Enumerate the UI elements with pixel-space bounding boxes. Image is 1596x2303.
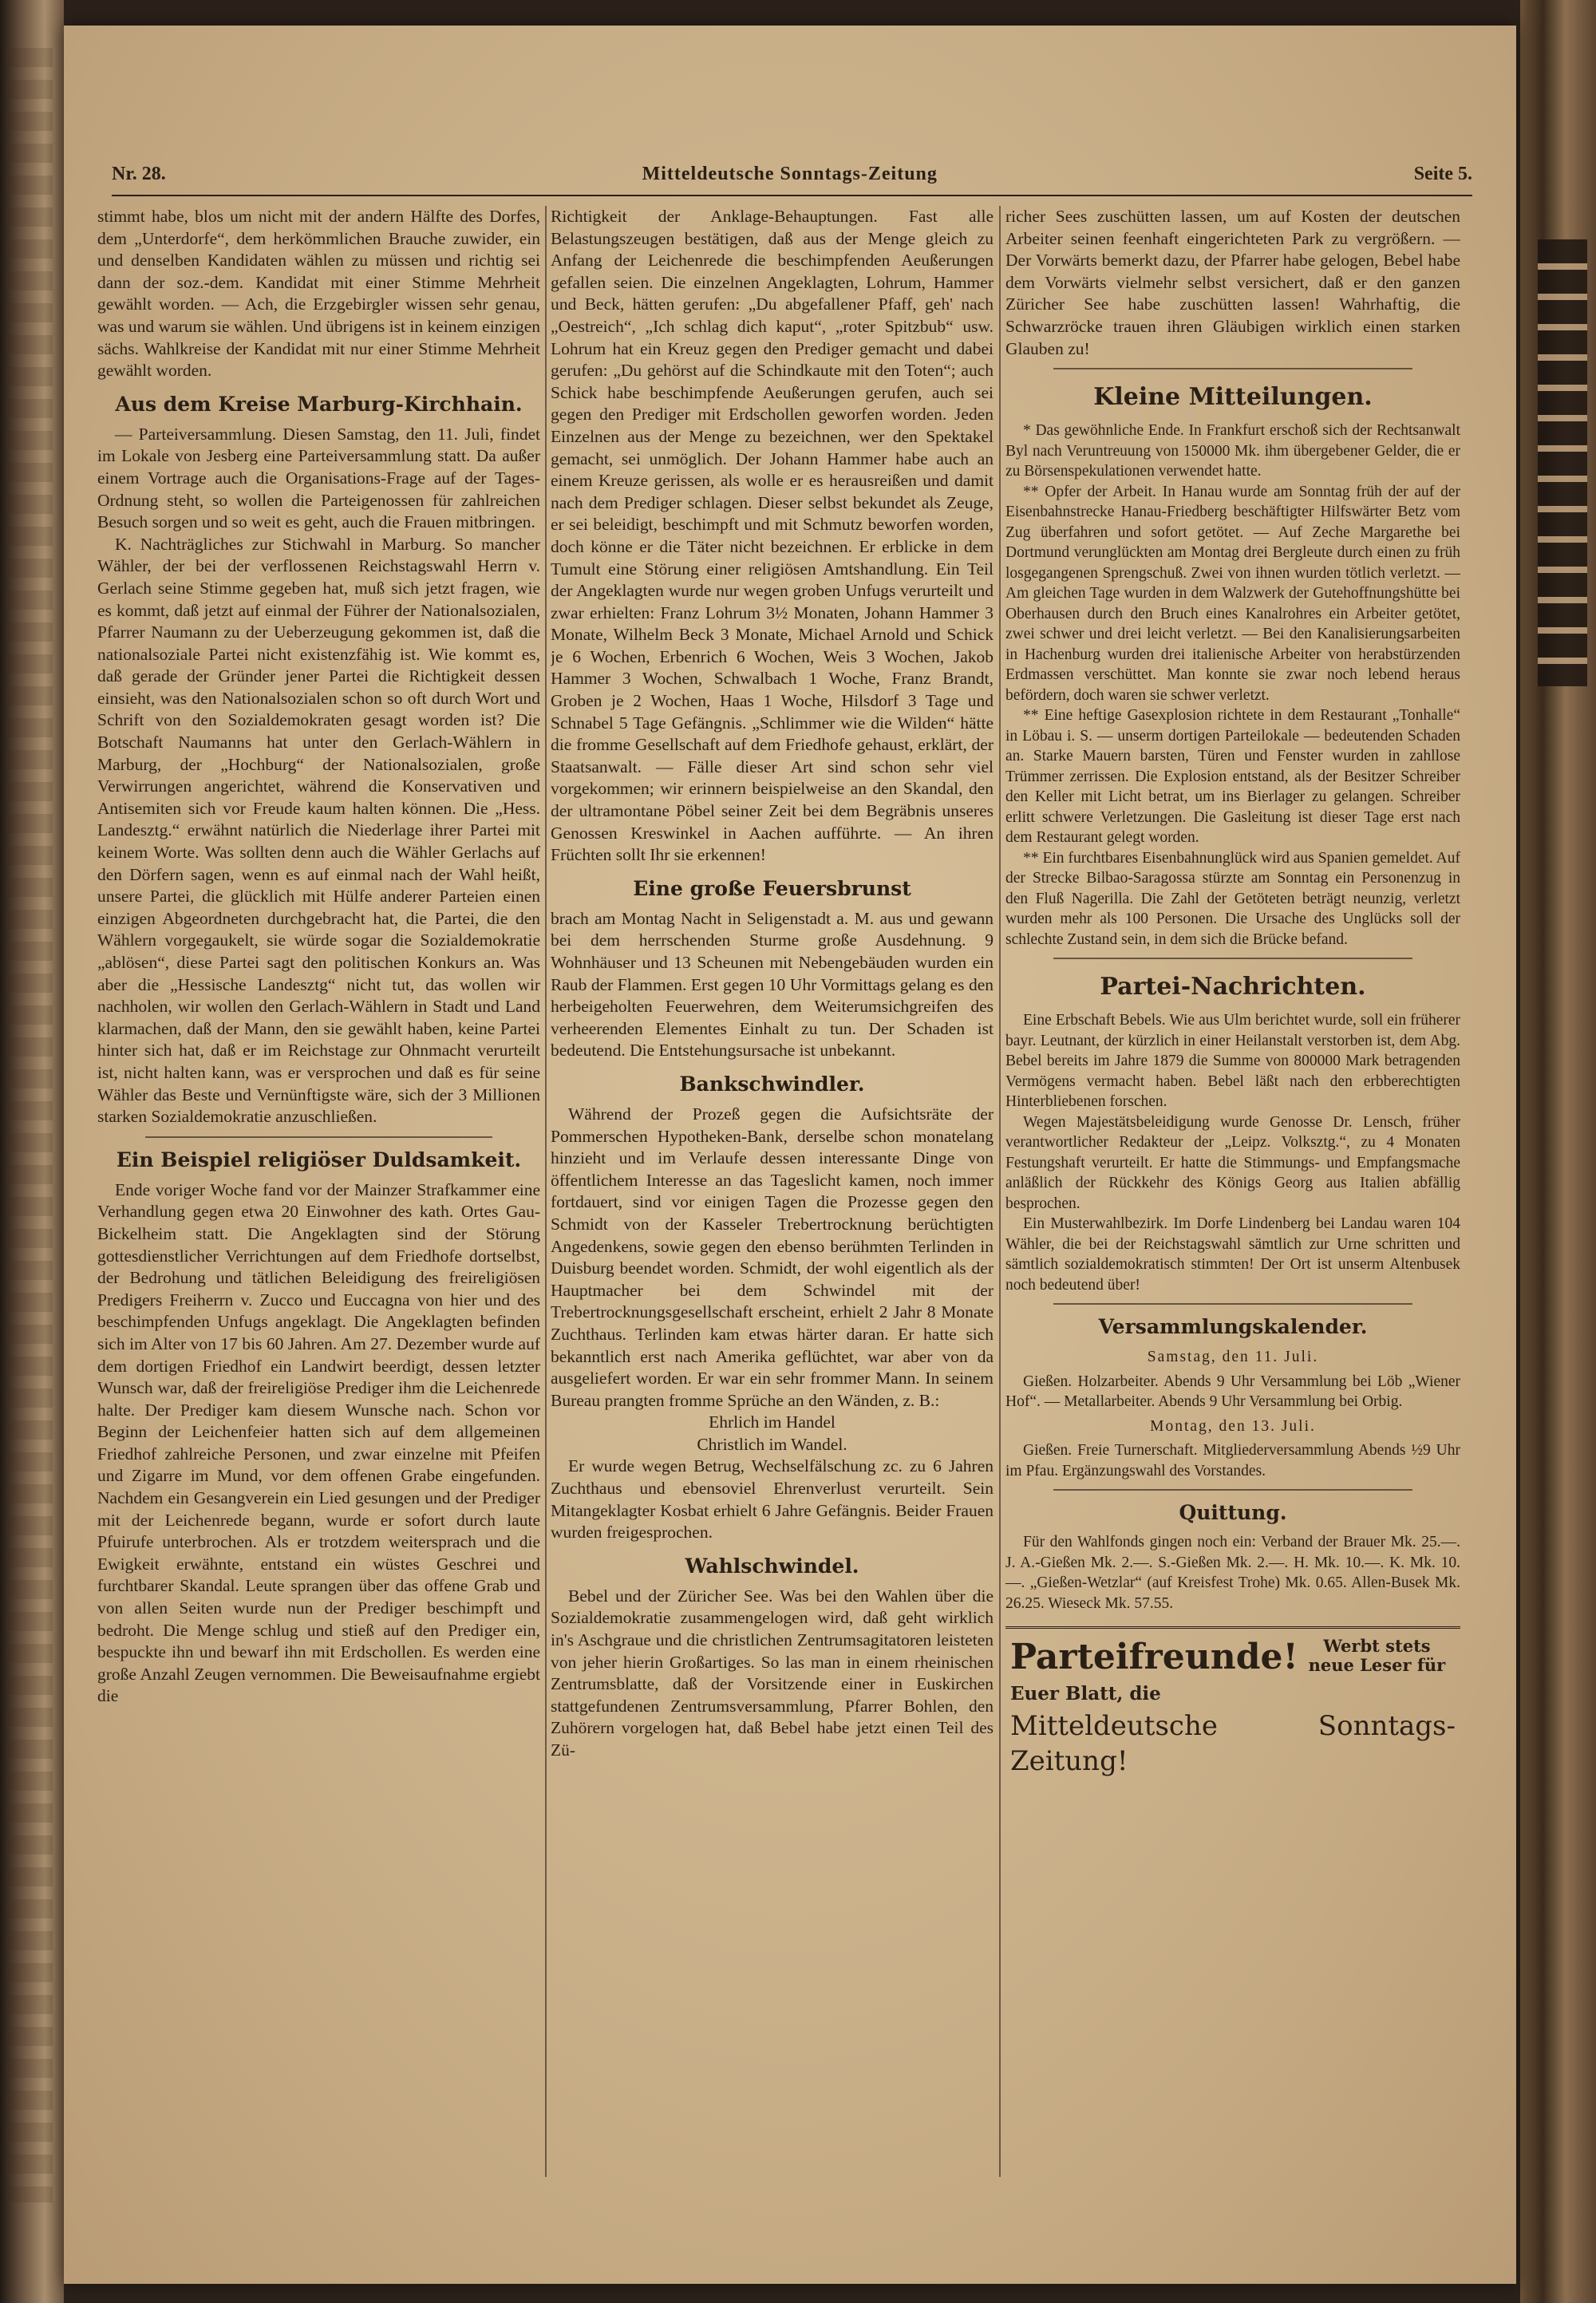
article-heading: Bankschwindler. [679,1072,865,1096]
news-item: ** Ein furchtbares Eisenbahnunglück wird aus Spanien gemeldet. Auf der Strecke Bilbao-Saragossa stürzte am Sonntag ein Personenzug in den Fluß Nagerilla. Die Zahl der Getöteten beträgt neunzig, verletzt wurden mehr als 100 Personen. Die Ursache des Unglücks soll der schlechte Zustand sein, in dem sich die Brücke befand. [1005,849,1460,948]
page-number: Seite 5. [1413,163,1472,184]
column-3 [1005,206,1460,2177]
article-heading: Aus dem Kreise Marburg-Kirchhain. [115,392,523,416]
paragraph: Er wurde wegen Betrug, Wechselfälschung zc. zu 6 Jahren Zuchthaus und ebensoviel Ehrenverlust verurteilt. Sein Mitangeklagter Kosbat erhielt 6 Jahre Gefängnis. Beider Frauen wurden freigesprochen. [551,1456,994,1543]
column-rule [999,206,1001,2177]
column-rule [545,206,547,2177]
issue-number: Nr. 28. [112,163,166,184]
newspaper-page [64,26,1516,2284]
paragraph: — Parteiversammlung. Diesen Samstag, den 11. Juli, findet im Lokale von Jesberg eine Parteiversammlung statt. Da außer einem Vortrage auch die Organisations-Frage auf der Tages-Ordnung steht, so wollen die Parteigenossen für zahlreichen Besuch sorgen und so weit es geht, auch die Frauen mitbringen. [97,424,540,532]
scan-edge-right [1520,0,1596,2303]
section-heading: Versammlungskalender. [1098,1315,1368,1339]
ad-line: Euer Blatt, die [1010,1683,1161,1705]
column-2 [551,206,994,2177]
advertisement [1005,1626,1460,1784]
ad-headline: Parteifreunde! [1010,1637,1298,1678]
receipt-text: Für den Wahlfonds gingen noch ein: Verband der Brauer Mk. 25.—. J. A.-Gießen Mk. 2.—. S.-Gießen Mk. 2.—. H. Mk. 10.—. K. Mk. 10.—. „Gießen-Wetzlar“ (auf Kreisfest Trohe) Mk. 0.65. Allen-Busek Mk. 26.25. Wieseck Mk. 57.55. [1005,1534,1460,1612]
news-item: Eine Erbschaft Bebels. Wie aus Ulm berichtet wurde, soll ein früherer bayr. Leutnant, der kürzlich in einer Heilanstalt verstorben ist, dem Abg. Bebel bereits im Jahre 1879 die Summe von 800000 Mark betragenden Vermögens vermacht haben. Bebel läßt nach den erbberechtigten Hinterbliebenen forschen. [1005,1012,1460,1111]
paragraph: stimmt habe, blos um nicht mit der andern Hälfte des Dorfes, dem „Unterdorfe“, dem herkömmlichen Brauche zuwider, ein und denselben Kandidaten wählen zu müssen und richtig sei dann der soz.-dem. Kandidat mit einer Stimme Mehrheit gewählt worden. — Ach, die Erzgebirgler wissen sehr genau, was und warum sie wählen. Und übrigens ist in keinem einzigen sächs. Wahlkreise der Kandidat mit nur einer Stimme Mehrheit gewählt worden. [97,207,540,381]
calendar-entry: Gießen. Freie Turnerschaft. Mitgliederversammlung Abends ½9 Uhr im Pfau. Ergänzungswahl des Vorstandes. [1005,1442,1460,1479]
calendar-entry: Gießen. Holzarbeiter. Abends 9 Uhr Versammlung bei Löb „Wiener Hof“. — Metallarbeiter. Abends 9 Uhr Versammlung bei Orbig. [1005,1373,1460,1411]
ad-side-text: Werbt stets neue Leser für [1308,1636,1446,1676]
paragraph: Bebel und der Züricher See. Was bei den Wahlen über die Sozialdemokratie zusammengelogen wird, daß geht wirklich in's Aschgraue und die christlichen Zentrumsagitatoren leisteten von jeher hierin Großartiges. So las man in einem rheinischen Zentrumsblatte, daß der Vorsitzende einer in Euskirchen stattgefundenen Zentrumsversammlung, Pfarrer Bohlen, den Zuhörern vorgelogen hat, daß Bebel habe jetzt einen Teil des Zü- [551,1586,994,1760]
section-divider [1053,1489,1412,1491]
section-heading: Partei-Nachrichten. [1100,973,1366,1001]
binding-tab [1538,239,1587,686]
calendar-date: Samstag, den 11. Juli. [1147,1349,1319,1366]
article-heading: Ein Beispiel religiöser Duldsamkeit. [116,1148,522,1171]
adjacent-page-strip [5,48,53,2202]
verse-line: Christlich im Wandel. [697,1434,847,1454]
section-heading: Kleine Mitteilungen. [1093,383,1373,412]
paragraph: Richtigkeit der Anklage-Behauptungen. Fast alle Belastungszeugen bestätigen, daß aus der Menge gleich zu Anfang der Leichenrede die beschimpfenden Aeußerungen gefallen seien. Die einzelnen Angeklagten, Lohrum, Hammer und Beck, hätten gerufen: „Du abgefallener Pfaff, geh' nach „Oestreich“, „Ich schlag dich kaput“, „roter Spitzbub“ usw. Lohrum hat ein Kreuz gegen den Prediger gemacht und dabei gerufen: „Du gehörst auf die Schindkaute mit den Toten“; auch Schick habe beschimpfende Aeußerungen gerufen, auch sei gegen den Prediger mit Erdschollen geworfen worden. Jeden Einzelnen aus der Menge zu bezeichnen, wer den Spektakel gemacht, sei unmöglich. Der Johann Hammer habe auch an einem Kreuze gerissen, als wolle er es herausreißen und damit nach dem Prediger schlagen. Dieser selbst bekundet als Zeuge, er sei beleidigt, beschimpft und mit Schmutz beworfen worden, doch könne er die Täter nicht bezeichnen. Er erblicke in dem Tumult eine Störung einer religiösen Amtshandlung. Ein Teil der Angeklagten wurde nur wegen groben Unfugs verurteilt und zwar erhielten: Franz Lohrum 3½ Monaten, Johann Hammer 3 Monate, Wilhelm Beck 3 Monate, Michael Arnold und Schick je 6 Wochen, Erbenrich 6 Wochen, Weis 3 Wochen, Jakob Hammer 3 Wochen, Schwalbach 1 Woche, Franz Brandt, Groben je 2 Wochen, Haas 1 Woche, Hilsdorf 3 Tage und Schnabel 5 Tage Gefängnis. „Schlimmer wie die Wilden“ hätte die fromme Gesellschaft auf dem Friedhofe gehaust, erklärt, der Staatsanwalt. — Fälle dieser Art sind schon sehr viel vorgekommen; wir erinnern beispielweise an den Skandal, den der ultramontane Pöbel seiner Zeit bei dem Begräbnis unseres Genossen Kreswinkel in Aachen aufführte. — An ihren Früchten sollt Ihr sie erkennen! [551,207,994,865]
column-1 [97,206,540,2177]
news-item: Ein Musterwahlbezirk. Im Dorfe Lindenberg bei Landau waren 104 Wähler, die bei der Reichstagswahl sämtlich zur Urne schritten und sämtlich sozialdemokratisch stimmten! Der Ort ist unserm Altenbusek noch bedeutend über! [1005,1215,1460,1294]
calendar-date: Montag, den 13. Juli. [1150,1417,1316,1435]
paragraph: Während der Prozeß gegen die Aufsichtsräte der Pommerschen Hypotheken-Bank, derselbe schon monatelang hinzieht und im Verlaufe dessen interessante Dinge von öffentlichem Interesse an das Tageslicht kamen, noch immer fortdauert, sind vor einigen Tagen die Prozesse gegen den Schmidt von der Kasseler Trebertrocknung berüchtigten Angedenkens, sowie gegen den ebenso berühmten Terlinden in Duisburg beendet worden. Schmidt, der wohl eigentlich als der Hauptmacher bei dem Schwindel mit der Trebertrocknungsgesellschaft erscheint, erhielt 2 Jahr 8 Monate Zuchthaus. Terlinden kam etwas härter daran. Er hatte sich bekanntlich erst nach Amerika geflüchtet, war aber von da ausgeliefert worden. Er war ein sehr frommer Mann. In seinem Bureau prangten fromme Sprüche an den Wänden, z. B.: [551,1104,994,1410]
scan-edge-left [0,0,64,2303]
ad-newspaper-name: Mitteldeutsche Sonntags-Zeitung! [1010,1709,1456,1777]
section-divider [1053,1303,1412,1305]
section-heading: Quittung. [1179,1501,1287,1525]
article-heading: Eine große Feuersbrunst [633,876,911,900]
running-head [112,153,1472,196]
section-divider [1053,958,1412,959]
paragraph: brach am Montag Nacht in Seligenstadt a. M. aus und gewann bei dem herrschenden Sturme große Ausdehnung. 9 Wohnhäuser und 13 Scheunen mit Nebengebäuden wurden ein Raub der Flammen. Erst gegen 10 Uhr Vormittags gelang es den herbeigeholten Feuerwehren, dem Weiterumsichgreifen des verheerenden Elementes Einhalt zu tun. Der Schaden ist bedeutend. Die Entstehungsursache ist unbekannt. [551,908,994,1061]
news-item: ** Opfer der Arbeit. In Hanau wurde am Sonntag früh der auf der Eisenbahnstrecke Hanau-Friedberg beschäftigter Hilfswärter Betz vom Zug überfahren und sofort getötet. — Auf Zeche Margarethe bei Dortmund verunglückten am Montag drei Bergleute durch einen zu früh losgegangenen Sprengschuß. Zwei von ihnen wurden tötlich verletzt. — Am gleichen Tage wurden in dem Walzwerk der Gutehoffnungshütte bei Oberhausen durch den Bruch eines Kanalrohres ein Arbeiter getötet, zwei schwer und drei leicht verletzt. — Bei den Kanalisierungsarbeiten in Hachenburg wurden drei italienische Arbeiter von herabstürzenden Erdmassen verschüttet. Man konnte sie zwar noch lebend heraus befördern, doch waren sie schwer verletzt. [1005,483,1460,704]
verse-line: Ehrlich im Handel [709,1412,836,1432]
article-heading: Wahlschwindel. [685,1554,859,1578]
paragraph: K. Nachträgliches zur Stichwahl in Marburg. So mancher Wähler, der bei der verflossenen Reichstagswahl Herrn v. Gerlach seine Stimme gegeben hat, muß sich jetzt fragen, wie es kommt, daß jetzt auf einmal der Führer der Nationalsozialen, Pfarrer Naumann zu der Ueberzeugung gekommen ist, daß die nationalsoziale Partei nicht existenzfähig ist. Wie kommt es, daß gerade der Gründer jener Partei die Richtigkeit dessen einsieht, was den Nationalsozialen schon so oft durch Wort und Schrift von den Sozialdemokraten gesagt worden ist? Die Botschaft Naumanns hat unter den Gerlach-Wählern in Marburg, der „Hochburg“ der Nationalsozialen, große Verwirrungen angerichtet, während die Konservativen und Antisemiten sich vor Freude kaum halten können. Die „Hess. Landesztg.“ erwähnt natürlich die Niederlage ihrer Partei mit keinem Worte. Was sollten denn auch die Wähler Gerlachs auf den Dörfern sagen, wenn es auf einmal nach der Wahl heißt, unsere Partei, die glücklich mit Hülfe anderer Parteien einen einzigen Abgeordneten durchgebracht hat, die Partei, die den Wählern vorgegaukelt, sie würde sogar die Sozialdemokratie „ablösen“, diese Partei sagt den politischen Konkurs an. Was aber die „Hessische Landesztg“ nicht tut, das wollen wir nachholen, wir wollen den Gerlach-Wählern in Stadt und Land klarmachen, daß der Mann, den sie gewählt haben, keine Partei hinter sich hat, daß er im Reichstage zur Ohnmacht verurteilt ist, nicht halten kann, was er versprochen und daß es für seine Wähler das Beste und Vernünftigste wäre, sich der 3 Millionen starken Sozialdemokratie anzuschließen. [97,534,540,1127]
newspaper-title: Mitteldeutsche Sonntags-Zeitung [642,163,938,184]
news-item: ** Eine heftige Gasexplosion richtete in dem Restaurant „Tonhalle“ in Löbau i. S. — unserm dortigen Parteilokale — bedeutenden Schaden an. Starke Mauern barsten, Türen und Fenster wurden in zahllose Trümmer zerrissen. Die Explosion entstand, als der Besitzer Schreiber den Keller mit Licht betrat, um ins Bierlager zu gelangen. Schreiber erlitt schwere Verletzungen. Die Gasleitung ist dieser Tage erst nach dem Restaurant gelegt worden. [1005,707,1460,847]
news-item: Wegen Majestätsbeleidigung wurde Genosse Dr. Lensch, früher verantwortlicher Redakteur der „Leipz. Volksztg.“, zu 4 Monaten Festungshaft verurteilt. Er hatte die Stimmungs- und Empfangsmache anläßlich der Rückkehr des Königs Georg aus Italien abfällig besprochen. [1005,1113,1460,1212]
section-divider [145,1136,492,1138]
paragraph: Ende voriger Woche fand vor der Mainzer Strafkammer eine Verhandlung gegen etwa 20 Einwohner des kath. Ortes Gau-Bickelheim statt. Die Angeklagten sind der Störung gottesdienstlicher Verrichtungen auf dem Friedhofe dortselbst, der Bedrohung und tätlichen Beleidigung des freireligiösen Predigers Freiherrn v. Zucco und Euccagna von hier und des beschimpfenden Unfugs angeklagt. Die Angeklagten befinden sich im Alter von 17 bis 60 Jahren. Am 27. Dezember wurde auf dem dortigen Friedhof ein Landwirt beerdigt, dessen letzter Wunsch war, daß der freireligiöse Prediger ihm die Leichenrede halte. Der Prediger kam diesem Wunsche nach. Schon vor Beginn der Leichenfeier hatten sich auf dem allgemeinen Friedhof zahlreiche Personen, und zwar einzelne mit Pfeifen und Zigarre im Mund, vor dem offenen Grabe eingefunden. Nachdem ein Gesangverein ein Lied gesungen und der Prediger mit der Leichenrede begann, wurde er sofort durch laute Pfuirufe unterbrochen. Als er trotzdem weitersprach und die Ewigkeit erwähnte, entstand ein wüstes Geschrei und furchtbarer Skandal. Leute sprangen über das offene Grab und von allen Seiten wurde nun der Prediger beschimpft und bedroht. Die Menge schlug und stieß auf den Prediger ein, bespuckte ihn und bewarf ihn mit Erdschollen. Es werden eine große Anzahl Zeugen vernommen. Die Beweisaufnahme ergiebt die [97,1179,540,1706]
news-item: * Das gewöhnliche Ende. In Frankfurt erschoß sich der Rechtsanwalt Byl nach Veruntreuung von 150000 Mk. ihm übergebener Gelder, die er zu Börsenspekulationen verwendet hatte. [1005,422,1460,480]
section-divider [1053,368,1412,369]
paragraph: richer Sees zuschütten lassen, um auf Kosten der deutschen Arbeiter seinen feenhaft eingerichteten Park zu vergrößern. — Der Vorwärts bemerkt dazu, der Pfarrer habe gelogen, Bebel habe dem Vorwärts vielmehr selbst versichert, daß er den ganzen Züricher See habe zuschütten lassen! Wahrhaftig, die Schwarzröcke trauen ihren Gläubigen wirklich einen starken Glauben zu! [1005,207,1460,358]
